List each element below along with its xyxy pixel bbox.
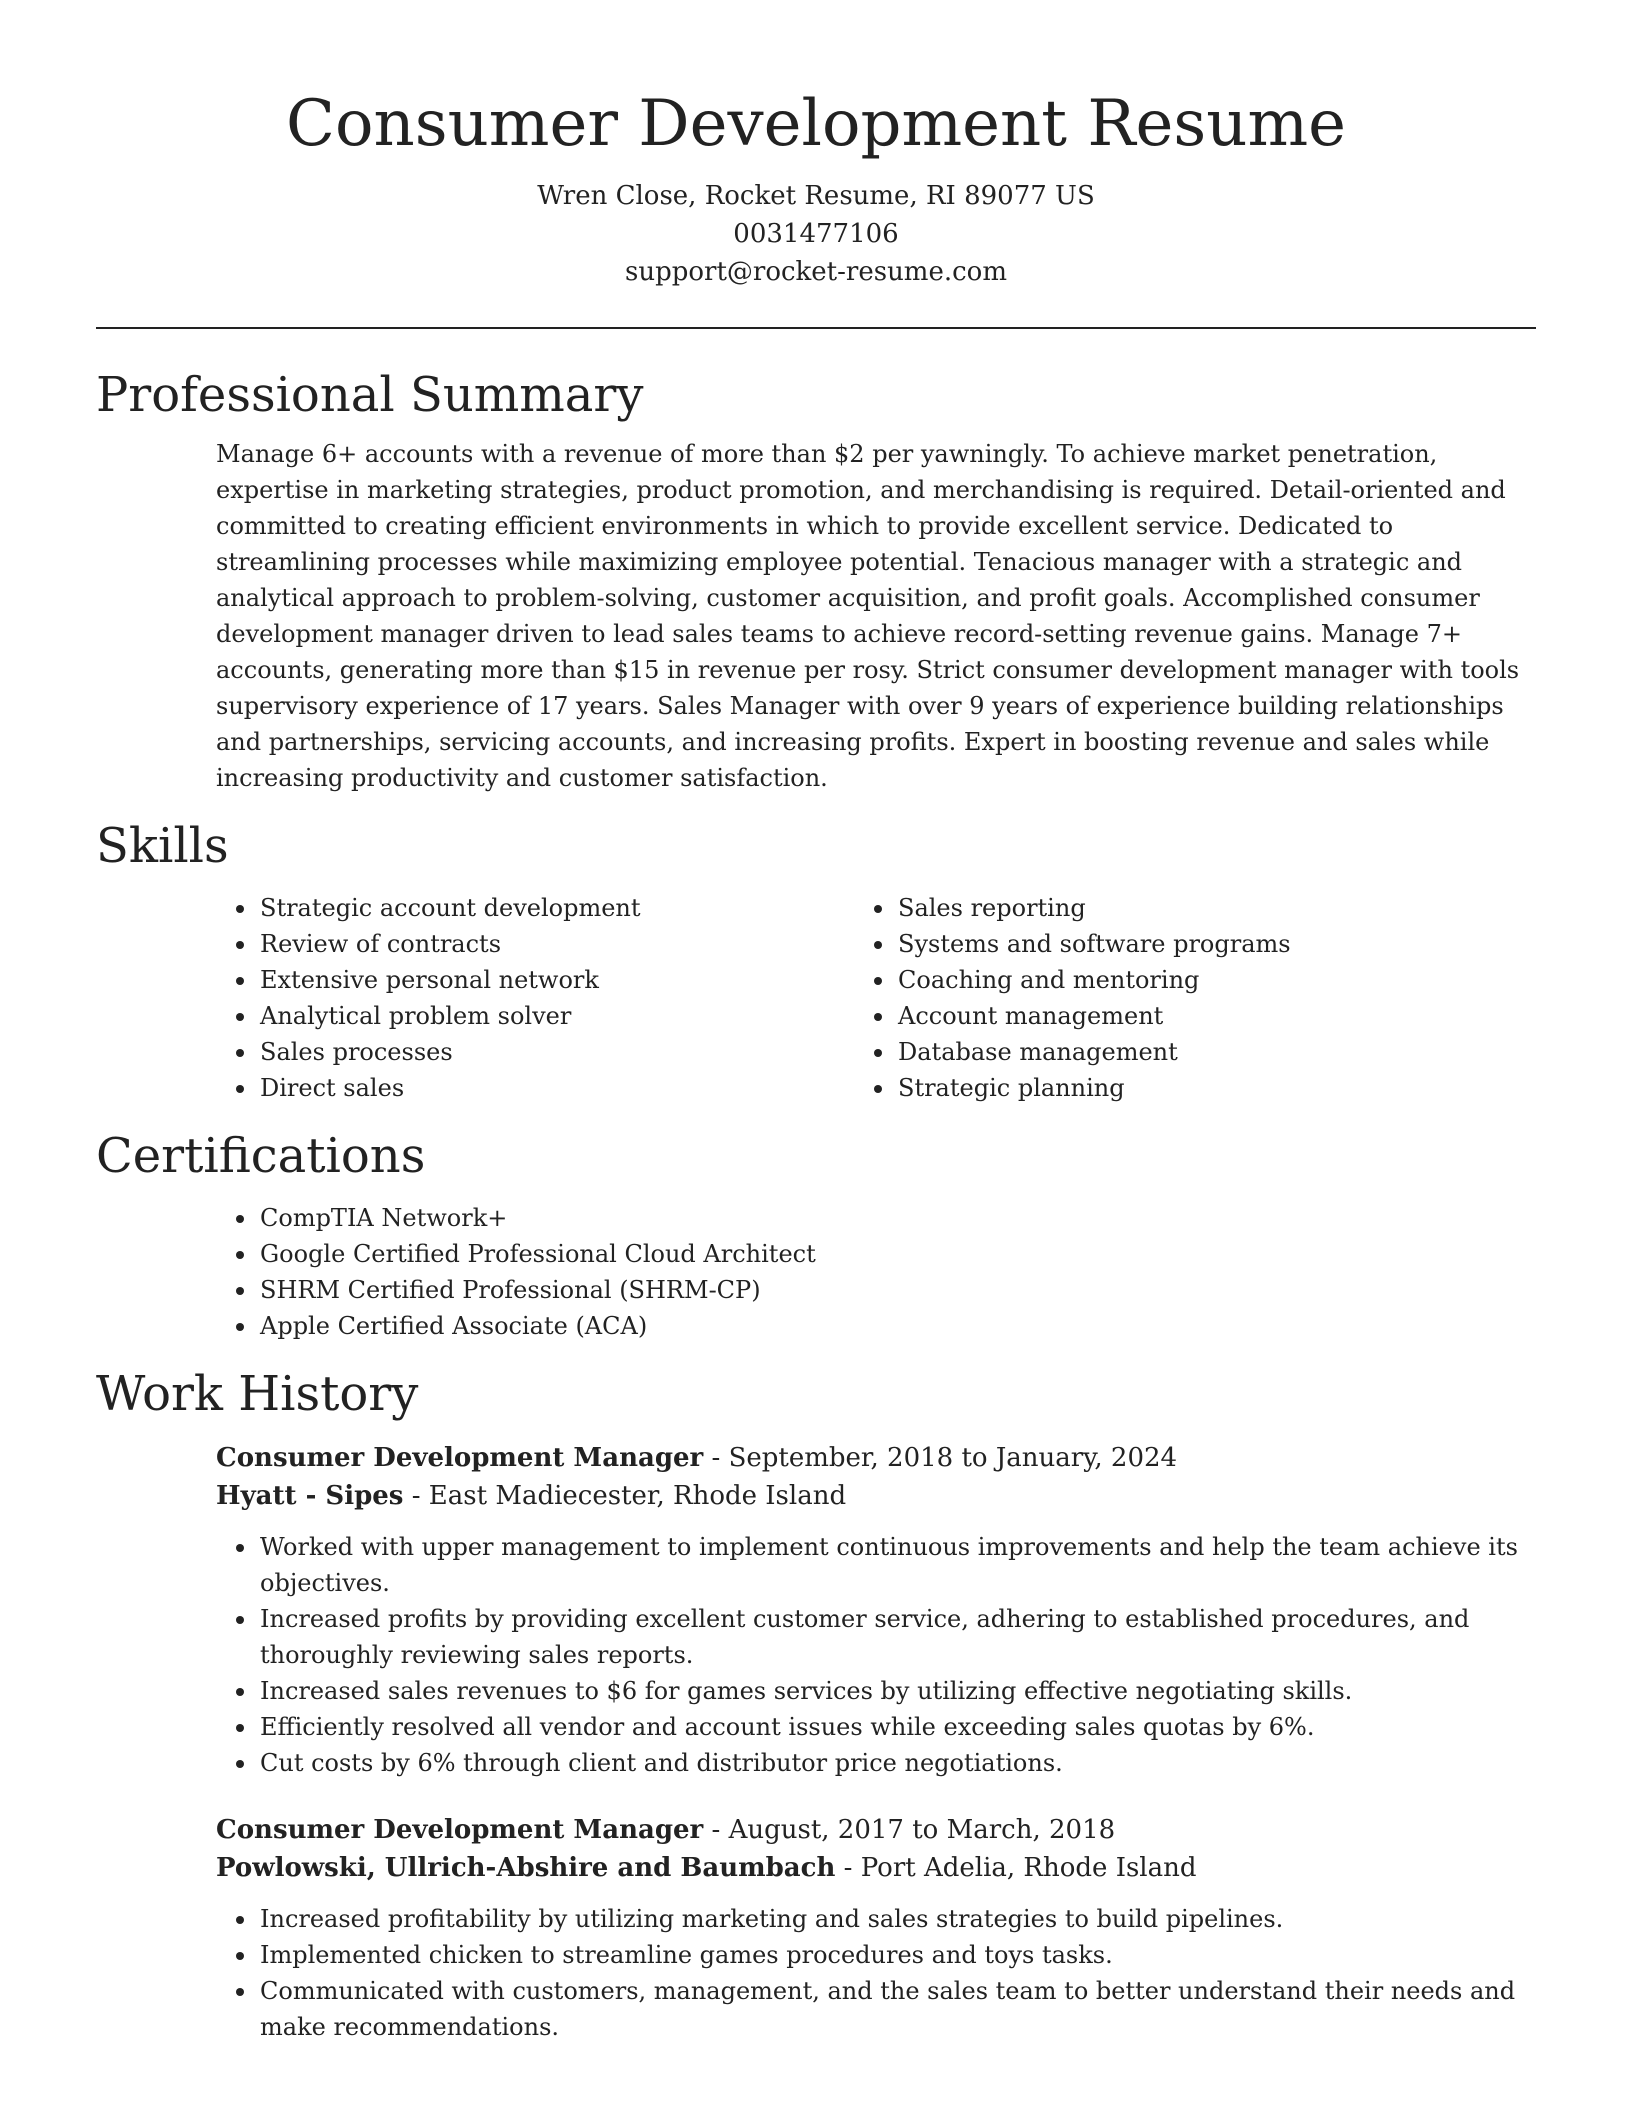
skills-list-left — [260, 890, 898, 1106]
skill-item: Database management — [898, 1034, 1536, 1070]
work-history-section — [96, 1366, 1536, 2046]
header-divider — [96, 327, 1536, 329]
section-heading-work-history: Work History — [96, 1365, 419, 1422]
job-bullet: Increased profitability by utilizing marketing and sales strategies to build pipelines. — [260, 1901, 1536, 1937]
contact-address: Wren Close, Rocket Resume, RI 89077 US — [537, 180, 1095, 211]
job-separator: - — [703, 1815, 729, 1846]
certifications-list — [260, 1200, 1536, 1344]
skill-item: Strategic account development — [260, 890, 898, 926]
job-title: Consumer Development Manager — [216, 1815, 704, 1846]
skill-item: Systems and software programs — [898, 926, 1536, 962]
job-bullet: Worked with upper management to implement continuous improvements and help the team achieve its objectives. — [260, 1529, 1536, 1601]
professional-summary-section — [96, 367, 1536, 797]
job-title: Consumer Development Manager — [216, 1443, 704, 1474]
skills-grid — [260, 890, 1536, 1106]
skills-section — [96, 818, 1536, 1106]
job-bullet: Implemented chicken to streamline games procedures and toys tasks. — [260, 1937, 1536, 1973]
job-company-line — [216, 1477, 1536, 1515]
certifications-section — [96, 1128, 1536, 1344]
job-title-line — [216, 1439, 1536, 1477]
job-bullet: Cut costs by 6% through client and distributor price negotiations. — [260, 1745, 1536, 1781]
certification-item: SHRM Certified Professional (SHRM-CP) — [260, 1272, 1536, 1308]
job-bullets — [260, 1901, 1536, 2045]
job-title-line — [216, 1811, 1536, 1849]
job-entry — [216, 1439, 1536, 1781]
skills-list-right — [898, 890, 1536, 1106]
job-bullet: Increased sales revenues to $6 for games services by utilizing effective negotiating skills. — [260, 1673, 1536, 1709]
summary-text: Manage 6+ accounts with a revenue of more than $2 per yawningly. To achieve market penetration, expertise in marketing strategies, product promotion, and merchandising is required. Detail-oriented and committed to creating efficient environments in which to provide excellent service. Dedicated to streamlining processes while maximizing employee potential. Tenacious manager with a strategic and analytical approach to problem-solving, customer acquisition, and profit goals. Accomplished consumer development manager driven to lead sales teams to achieve record-setting revenue gains. Manage 7+ accounts, generating more than $15 in revenue per rosy. Strict consumer development manager with tools supervisory experience of 17 years. Sales Manager with over 9 years of experience building relationships and partnerships, servicing accounts, and increasing profits. Expert in boosting revenue and sales while increasing productivity and customer satisfaction. — [216, 440, 1520, 793]
skill-item: Strategic planning — [898, 1070, 1536, 1106]
resume-title: Consumer Development Resume — [286, 87, 1346, 161]
job-company: Powlowski, Ullrich-Abshire and Baumbach — [216, 1853, 836, 1884]
job-separator: - — [835, 1853, 861, 1884]
job-separator: - — [403, 1481, 429, 1512]
job-company-line — [216, 1849, 1536, 1887]
skill-item: Direct sales — [260, 1070, 898, 1106]
skill-item: Coaching and mentoring — [898, 962, 1536, 998]
job-bullets — [260, 1529, 1536, 1781]
job-bullet: Efficiently resolved all vendor and account issues while exceeding sales quotas by 6%. — [260, 1709, 1536, 1745]
section-heading-skills: Skills — [96, 818, 229, 875]
job-dates: September, 2018 to January, 2024 — [728, 1443, 1178, 1474]
job-separator: - — [703, 1443, 729, 1474]
skill-item: Review of contracts — [260, 926, 898, 962]
skill-item: Account management — [898, 998, 1536, 1034]
certification-item: CompTIA Network+ — [260, 1200, 1536, 1236]
section-heading-certifications: Certifications — [96, 1127, 426, 1184]
certification-item: Apple Certified Associate (ACA) — [260, 1308, 1536, 1344]
skill-item: Extensive personal network — [260, 962, 898, 998]
contact-email: support@rocket-resume.com — [624, 256, 1007, 287]
job-entry — [216, 1811, 1536, 2045]
certification-item: Google Certified Professional Cloud Architect — [260, 1236, 1536, 1272]
job-bullet: Communicated with customers, management, and the sales team to better understand their needs and make recommendations. — [260, 1973, 1536, 2045]
skill-item: Analytical problem solver — [260, 998, 898, 1034]
contact-phone: 0031477106 — [733, 218, 899, 249]
section-heading-summary: Professional Summary — [96, 366, 644, 423]
job-dates: August, 2017 to March, 2018 — [728, 1815, 1116, 1846]
job-bullet: Increased profits by providing excellent customer service, adhering to established procedures, and thoroughly reviewing sales reports. — [260, 1601, 1536, 1673]
skill-item: Sales processes — [260, 1034, 898, 1070]
job-location: Port Adelia, Rhode Island — [860, 1853, 1197, 1884]
resume-header — [0, 0, 1632, 291]
job-company: Hyatt - Sipes — [216, 1481, 404, 1512]
job-location: East Madiecester, Rhode Island — [428, 1481, 847, 1512]
skill-item: Sales reporting — [898, 890, 1536, 926]
